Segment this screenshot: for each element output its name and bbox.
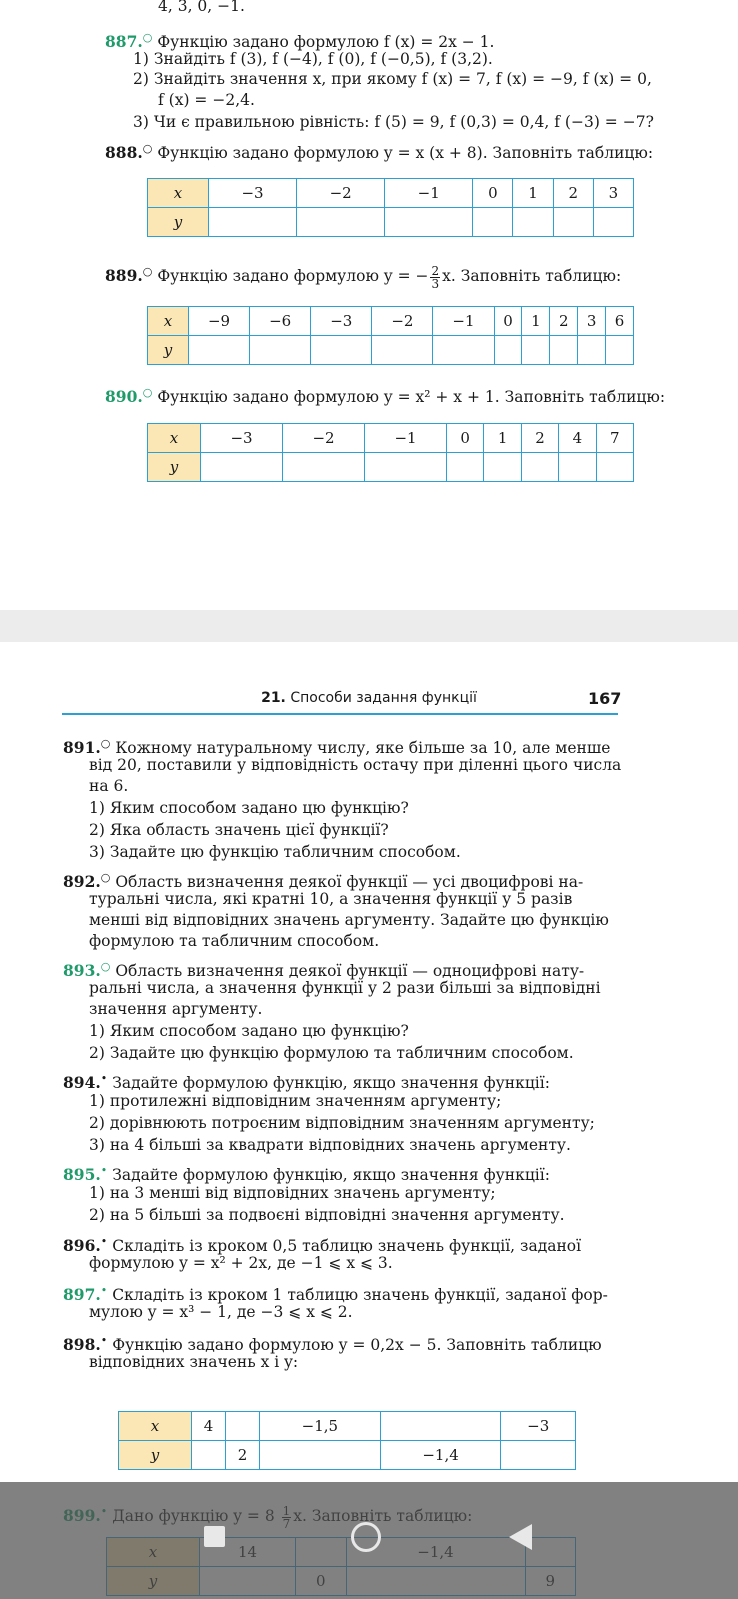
x-cell: −2 [297, 179, 385, 208]
exercise-text: Складіть із кроком 0,5 таблицю значень функції, заданої [112, 1237, 582, 1256]
exercise-text: Кожному натуральному числу, яке більше за 10, але менше [115, 739, 611, 758]
x-cell: −1,5 [260, 1412, 381, 1441]
exercise-number: 893. [63, 961, 101, 981]
exercise-888: 888.○ Функцію задано формулою y = x (x + 8). Заповніть таблицю: [105, 142, 654, 163]
section-number: 21. [261, 690, 286, 706]
exercise-894-q3: 3) на 4 більші за квадрати відповідних значень аргументу. [89, 1136, 571, 1154]
table-898 [118, 1411, 576, 1470]
y-cell [596, 453, 633, 482]
y-header: y [148, 336, 189, 365]
exercise-897: 897.• Складіть із кроком 1 таблицю значень функції, заданої фор- [63, 1284, 608, 1305]
y-cell [283, 453, 365, 482]
page-number: 167 [588, 689, 622, 708]
exercise-887-q3: 3) Чи є правильною рівність: f (5) = 9, f (0,3) = 0,4, f (−3) = −7? [133, 113, 654, 131]
x-cell: −1 [433, 307, 494, 336]
exercise-897-line: мулою y = x³ − 1, де −3 ⩽ x ⩽ 2. [89, 1303, 353, 1321]
y-cell [473, 208, 513, 237]
table-890 [147, 423, 634, 482]
exercise-text: Функцію задано формулою y = x (x + 8). Заповніть таблицю: [157, 144, 654, 163]
exercise-893-line: ральні числа, а значення функції у 2 рази більші за відповідні [89, 979, 601, 997]
exercise-896-line: формулою y = x² + 2x, де −1 ⩽ x ⩽ 3. [89, 1254, 393, 1272]
y-cell [311, 336, 372, 365]
y-cell [484, 453, 521, 482]
exercise-text: Функцію задано формулою y = x² + x + 1. Заповніть таблицю: [157, 388, 666, 407]
exercise-text: Задайте формулою функцію, якщо значення функції: [112, 1166, 550, 1185]
exercise-891-line: від 20, поставили у відповідність остачу при діленні цього числа [89, 756, 622, 774]
fraction: $\frac{2}{3}$ [431, 263, 440, 291]
back-button[interactable] [506, 1522, 534, 1552]
table-888 [147, 178, 634, 237]
x-cell: 7 [596, 424, 633, 453]
y-cell [521, 453, 558, 482]
exercise-text: Область визначення деякої функції — усі двоцифрові на- [115, 873, 584, 892]
exercise-text-post: x. Заповніть таблицю: [442, 267, 622, 286]
exercise-number: 892. [63, 872, 101, 892]
table-889 [147, 306, 634, 365]
exercise-887-q2: 2) Знайдіть значення x, при якому f (x) = 7, f (x) = −9, f (x) = 0, [133, 70, 652, 88]
x-cell: 3 [593, 179, 633, 208]
exercise-891-q2: 2) Яка область значень цієї функції? [89, 821, 389, 839]
x-cell: 2 [521, 424, 558, 453]
exercise-number: 894. [63, 1073, 101, 1093]
x-header: x [148, 307, 189, 336]
exercise-893: 893.○ Область визначення деякої функції — одноцифрові нату- [63, 960, 585, 981]
exercise-887-q2-cont: f (x) = −2,4. [158, 91, 255, 109]
x-cell: 1 [513, 179, 553, 208]
y-cell [260, 1441, 381, 1470]
x-cell [226, 1412, 260, 1441]
x-cell: 6 [606, 307, 634, 336]
exercise-892-line: формулою та табличним способом. [89, 932, 380, 950]
exercise-894-q2: 2) дорівнюють потроєним відповідним значенням аргументу; [89, 1114, 595, 1132]
back-icon [509, 1524, 532, 1550]
y-cell [522, 336, 550, 365]
exercise-898-line: відповідних значень x і y: [89, 1353, 299, 1371]
x-cell: −3 [209, 179, 297, 208]
navigation-bar [0, 1482, 738, 1599]
y-cell [189, 336, 250, 365]
y-cell [501, 1441, 576, 1470]
exercise-number: 889. [105, 266, 143, 286]
exercise-887-q1: 1) Знайдіть f (3), f (−4), f (0), f (−0,5), f (3,2). [133, 50, 493, 68]
exercise-891: 891.○ Кожному натуральному числу, яке більше за 10, але менше [63, 737, 611, 758]
home-button[interactable] [351, 1522, 381, 1552]
y-header: y [119, 1441, 192, 1470]
exercise-number: 891. [63, 738, 101, 758]
y-cell [250, 336, 311, 365]
y-cell [209, 208, 297, 237]
x-cell: 4 [559, 424, 596, 453]
x-cell: −6 [250, 307, 311, 336]
y-cell [553, 208, 593, 237]
cut-line: 4, 3, 0, −1. [158, 0, 245, 15]
exercise-number: 895. [63, 1165, 101, 1185]
exercise-number: 887. [105, 32, 143, 52]
header-divider [62, 713, 618, 715]
x-header: x [119, 1412, 192, 1441]
exercise-894-q1: 1) протилежні відповідним значенням аргументу; [89, 1092, 502, 1110]
exercise-number: 898. [63, 1335, 101, 1355]
exercise-text: Область визначення деякої функції — одноцифрові нату- [115, 962, 585, 981]
exercise-893-q2: 2) Задайте цю функцію формулою та табличним способом. [89, 1044, 574, 1062]
exercise-number: 897. [63, 1285, 101, 1305]
exercise-893-q1: 1) Яким способом задано цю функцію? [89, 1022, 409, 1040]
x-header: x [148, 424, 201, 453]
y-cell [447, 453, 484, 482]
exercise-895-q1: 1) на 3 менші від відповідних значень аргументу; [89, 1184, 496, 1202]
y-cell [365, 453, 447, 482]
x-cell: 2 [550, 307, 578, 336]
y-cell [606, 336, 634, 365]
exercise-892-line: менші від відповідних значень аргументу. Задайте цю функцію [89, 911, 609, 929]
y-cell [372, 336, 433, 365]
exercise-895-q2: 2) на 5 більші за подвоєні відповідні значення аргументу. [89, 1206, 565, 1224]
exercise-892: 892.○ Область визначення деякої функції — усі двоцифрові на- [63, 871, 584, 892]
exercise-894: 894.• Задайте формулою функцію, якщо значення функції: [63, 1072, 550, 1093]
textbook-page-top [0, 0, 738, 610]
exercise-889: 889.○ Функцію задано формулою y = − $\frac{2}{3}$ x. Заповніть таблицю: [105, 263, 622, 291]
y-cell: 2 [226, 1441, 260, 1470]
y-cell [578, 336, 606, 365]
exercise-number: 896. [63, 1236, 101, 1256]
exercise-893-line: значення аргументу. [89, 1000, 263, 1018]
x-cell: −3 [201, 424, 283, 453]
exercise-text: Задайте формулою функцію, якщо значення функції: [112, 1074, 550, 1093]
exercise-text-pre: Функцію задано формулою y = − [157, 267, 429, 286]
y-cell [192, 1441, 226, 1470]
x-cell: 0 [494, 307, 522, 336]
y-header: y [148, 453, 201, 482]
y-cell [297, 208, 385, 237]
y-cell [433, 336, 494, 365]
exercise-892-line: туральні числа, які кратні 10, а значення функції у 5 разів [89, 890, 573, 908]
x-cell: 1 [484, 424, 521, 453]
y-cell [513, 208, 553, 237]
x-cell [380, 1412, 501, 1441]
x-cell: −3 [311, 307, 372, 336]
y-cell [559, 453, 596, 482]
y-header: y [148, 208, 209, 237]
y-cell: −1,4 [380, 1441, 501, 1470]
x-cell: −2 [283, 424, 365, 453]
page-separator [0, 610, 738, 642]
x-header: x [148, 179, 209, 208]
exercise-890: 890.○ Функцію задано формулою y = x² + x + 1. Заповніть таблицю: [105, 386, 666, 407]
y-cell [550, 336, 578, 365]
x-cell: −9 [189, 307, 250, 336]
page-header [0, 690, 738, 706]
x-cell: −1 [365, 424, 447, 453]
x-cell: 1 [522, 307, 550, 336]
x-cell: 2 [553, 179, 593, 208]
x-cell: 0 [473, 179, 513, 208]
recent-apps-button[interactable] [204, 1526, 225, 1547]
y-cell [494, 336, 522, 365]
x-cell: 4 [192, 1412, 226, 1441]
y-cell [201, 453, 283, 482]
x-cell: −3 [501, 1412, 576, 1441]
exercise-896: 896.• Складіть із кроком 0,5 таблицю значень функції, заданої [63, 1235, 582, 1256]
exercise-text: Функцію задано формулою y = 0,2x − 5. Заповніть таблицю [112, 1336, 602, 1355]
exercise-898: 898.• Функцію задано формулою y = 0,2x − 5. Заповніть таблицю [63, 1334, 602, 1355]
exercise-891-line: на 6. [89, 777, 129, 795]
y-cell [385, 208, 473, 237]
exercise-text: Складіть із кроком 1 таблицю значень функції, заданої фор- [112, 1286, 608, 1305]
exercise-number: 888. [105, 143, 143, 163]
exercise-text: Функцію задано формулою f (x) = 2x − 1. [157, 33, 495, 52]
x-cell: −1 [385, 179, 473, 208]
x-cell: 3 [578, 307, 606, 336]
x-cell: 0 [447, 424, 484, 453]
exercise-891-q3: 3) Задайте цю функцію табличним способом. [89, 843, 461, 861]
exercise-number: 890. [105, 387, 143, 407]
y-cell [593, 208, 633, 237]
x-cell: −2 [372, 307, 433, 336]
section-title: Способи задання функції [290, 690, 477, 706]
exercise-887: 887.○ Функцію задано формулою f (x) = 2x − 1. [105, 31, 495, 52]
exercise-891-q1: 1) Яким способом задано цю функцію? [89, 799, 409, 817]
exercise-895: 895.• Задайте формулою функцію, якщо значення функції: [63, 1164, 550, 1185]
